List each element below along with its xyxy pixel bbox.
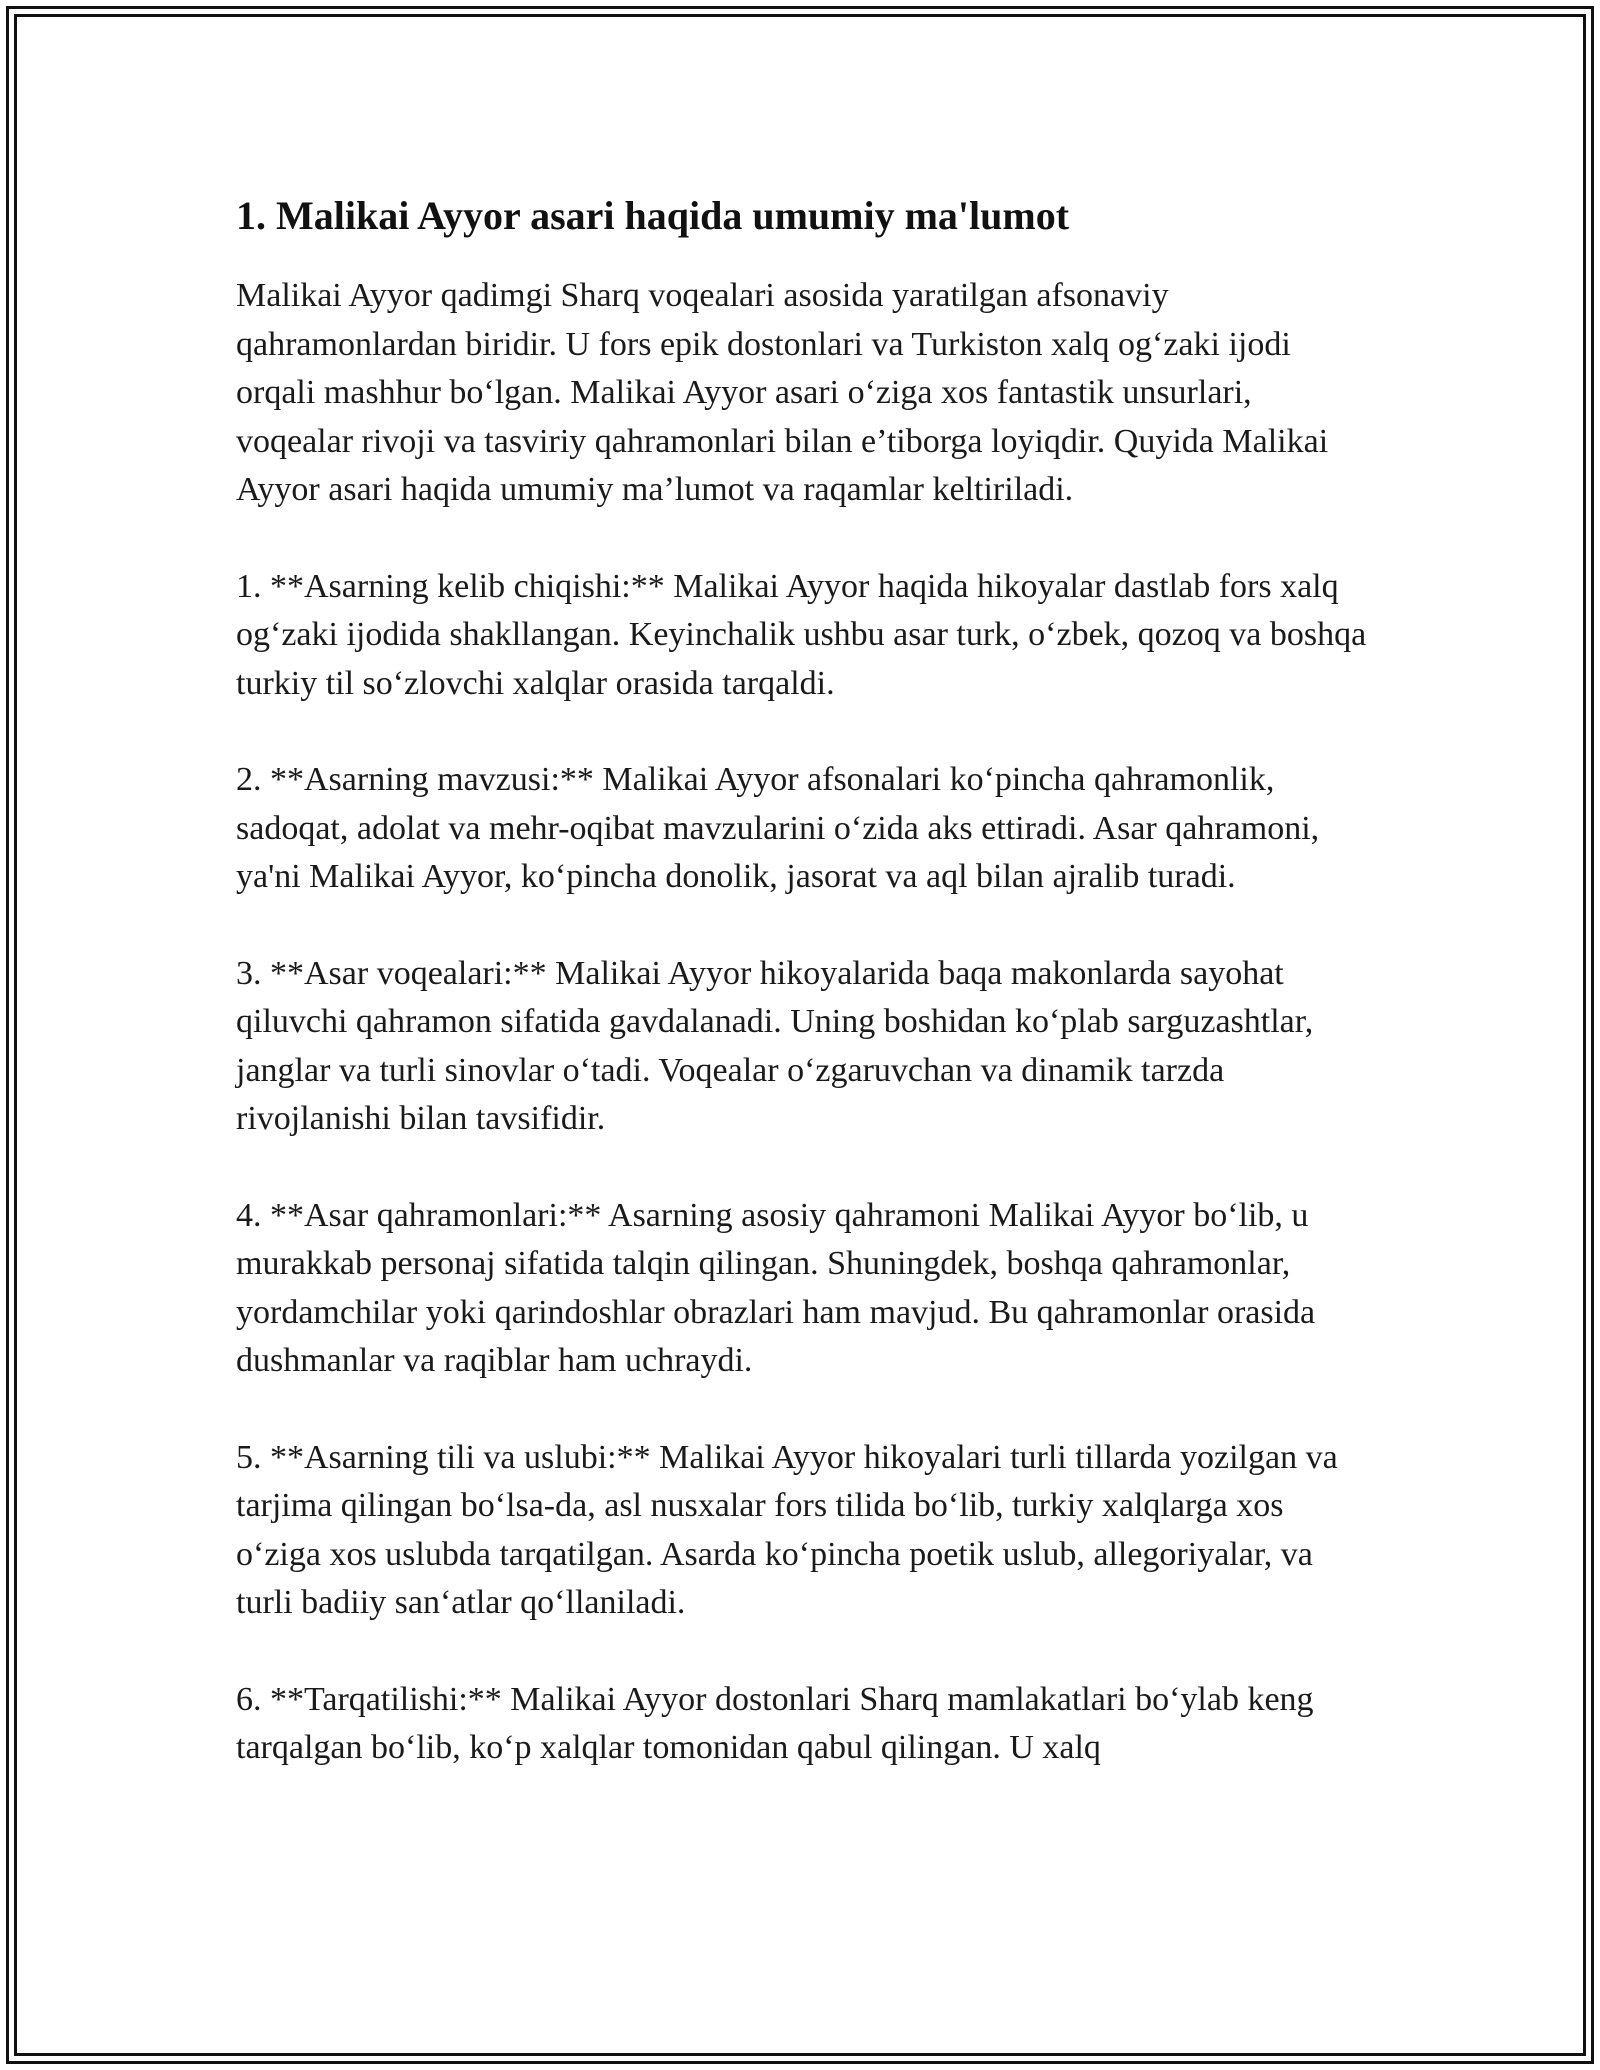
paragraph-characters: 4. **Asar qahramonlari:** Asarning asosiy qahramoni Malikai Ayyor bo‘lib, u murakkab personaj sifatida talqin qilingan. Shuningdek, boshqa qahramonlar, yordamchilar yoki qarindoshlar obrazlari ham mavjud. Bu qahramonlar orasida dushmanlar va raqiblar ham uchraydi. bbox=[236, 1196, 1316, 1379]
paragraph-events: 3. **Asar voqealari:** Malikai Ayyor hikoyalarida baqa makonlarda sayohat qiluvchi qahramon sifatida gavdalanadi. Uning boshidan ko‘plab sarguzashtlar, janglar va turli sinovlar o‘tadi. Voqealar o‘zgaruvchan va dinamik tarzda rivojlanishi bilan tavsifidir. bbox=[236, 954, 1314, 1137]
paragraph-distribution: 6. **Tarqatilishi:** Malikai Ayyor dostonlari Sharq mamlakatlari bo‘ylab keng tarqalgan bo‘lib, ko‘p xalqlar tomonidan qabul qilingan. U xalq bbox=[236, 1680, 1314, 1766]
document-body bbox=[236, 188, 1376, 1821]
paragraph-origin: 1. **Asarning kelib chiqishi:** Malikai Ayyor haqida hikoyalar dastlab fors xalq og‘zaki ijodida shakllangan. Keyinchalik ushbu asar turk, o‘zbek, qozoq va boshqa turkiy til so‘zlovchi xalqlar orasida tarqaldi. bbox=[236, 567, 1367, 702]
paragraph-language-style: 5. **Asarning tili va uslubi:** Malikai Ayyor hikoyalari turli tillarda yozilgan va tarjima qilingan bo‘lsa-da, asl nusxalar fors tilida bo‘lib, turkiy xalqlarga xos o‘ziga xos uslubda tarqatilgan. Asarda ko‘pincha poetik uslub, allegoriyalar, va turli badiiy san‘atlar qo‘llaniladi. bbox=[236, 1438, 1338, 1621]
paragraph-theme: 2. **Asarning mavzusi:** Malikai Ayyor afsonalari ko‘pincha qahramonlik, sadoqat, adolat va mehr-oqibat mavzularini o‘zida aks ettiradi. Asar qahramoni, ya'ni Malikai Ayyor, ko‘pincha donolik, jasorat va aql bilan ajralib turadi. bbox=[236, 761, 1320, 895]
document-title: 1. Malikai Ayyor asari haqida umumiy ma'lumot bbox=[236, 193, 1070, 238]
intro-paragraph: Malikai Ayyor qadimgi Sharq voqealari asosida yaratilgan afsonaviy qahramonlardan biridir. U fors epik dostonlari va Turkiston xalq og‘zaki ijodi orqali mashhur bo‘lgan. Malikai Ayyor asari o‘ziga xos fantastik unsurlari, voqealar rivoji va tasviriy qahramonlari bilan e’tiborga loyiqdir. Quyida Malikai Ayyor asari haqida umumiy ma’lumot va raqamlar keltiriladi. bbox=[236, 277, 1329, 508]
